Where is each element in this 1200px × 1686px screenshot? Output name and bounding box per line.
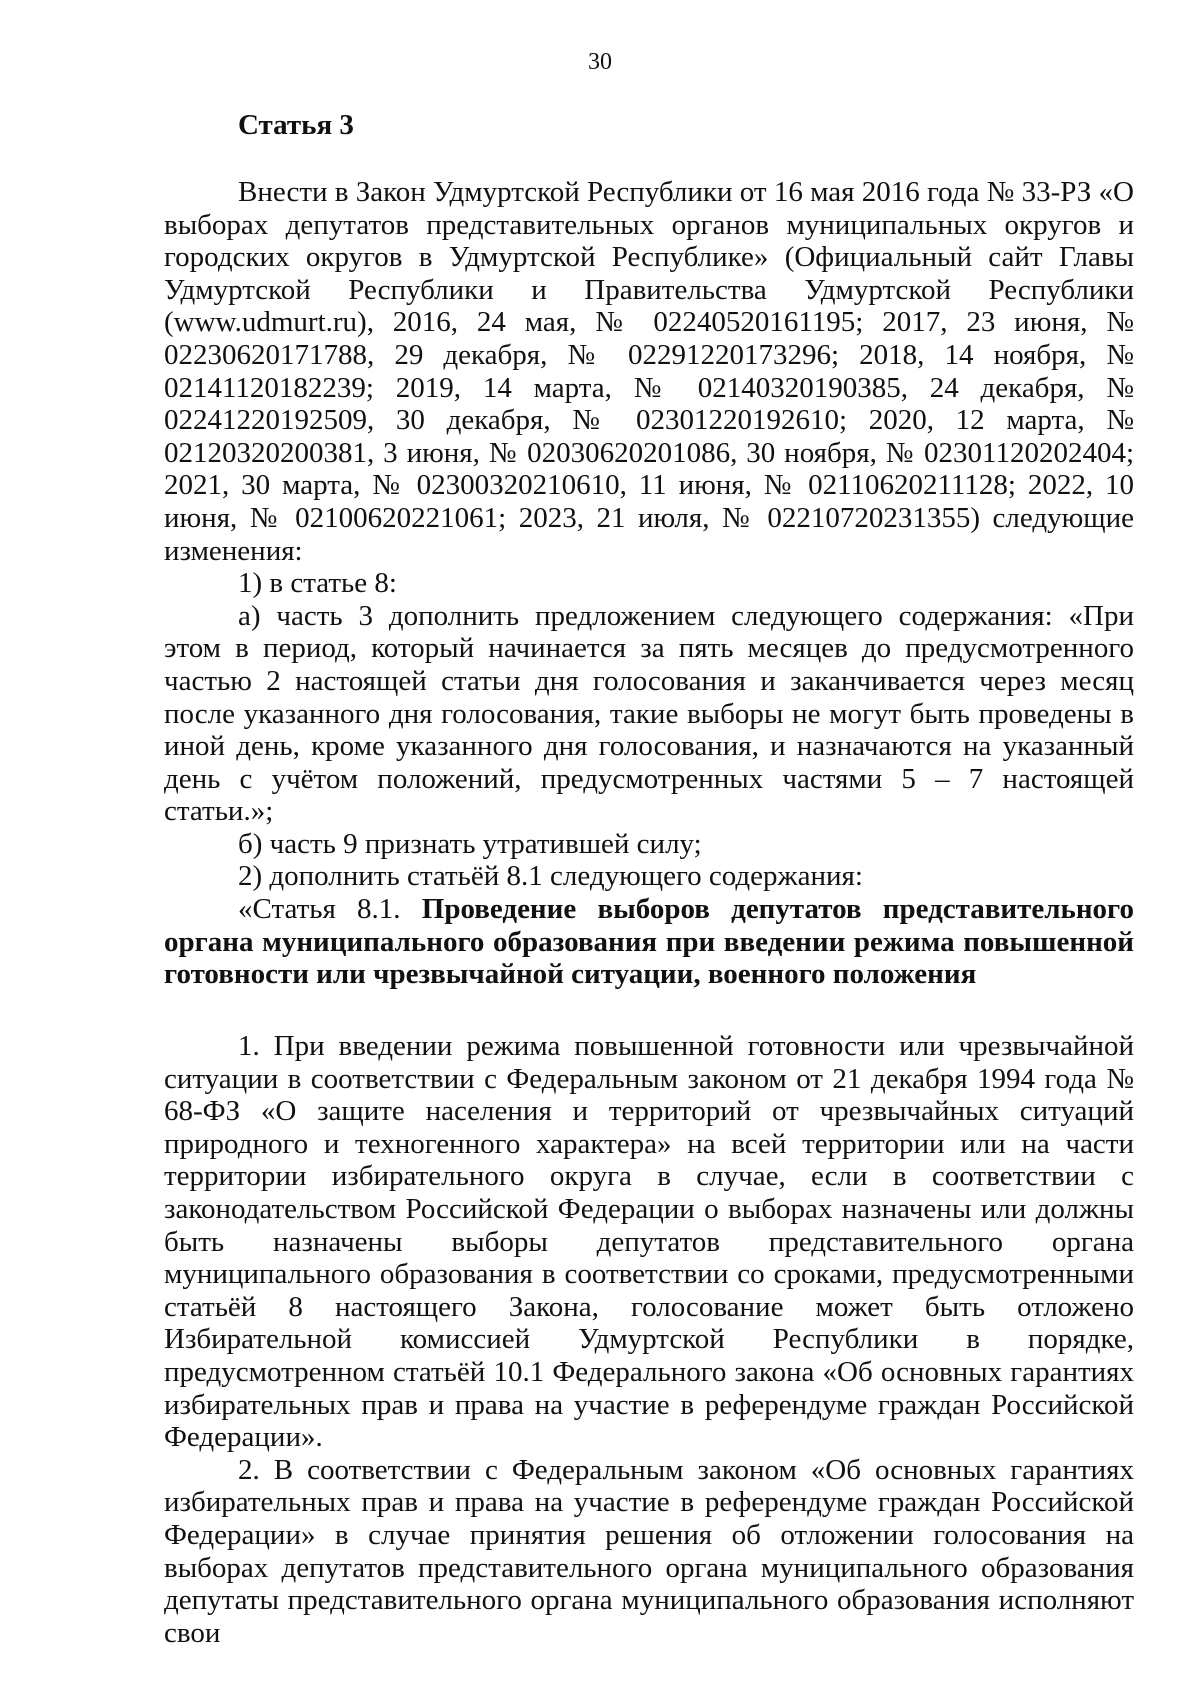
item-1b-paragraph: б) часть 9 признать утратившей силу; [238,827,702,860]
intro-paragraph: Внести в Закон Удмуртской Республики от 16 мая 2016 года № 33-РЗ «О выборах депутатов представительных органов муниципальных округов и городских округов в Удмуртской Республике» (Официальный сайт Главы Удмуртской Республики и Правительства Удмуртской Республики (www.udmurt.ru), 2016, 24 мая, № 02240520161195; 2017, 23 июня, № 02230620171788, 29 декабря, № 02291220173296; 2018, 14 ноября, № 02141120182239; 2019, 14 марта, № 02140320190385, 24 декабря, № 02241220192509, 30 декабря, № 02301220192610; 2020, 12 марта, № 02120320200381, 3 июня, № 02030620201086, 30 ноября, № 02301120202404; 2021, 30 марта, № 02300320210610, 11 июня, № 02110620211128; 2022, 10 июня, № 02100620221061; 2023, 21 июля, № 02210720231355) следующие изменения: [164,176,1134,567]
item-1a-paragraph: а) часть 3 дополнить предложением следующего содержания: «При этом в период, который начинается за пять месяцев до предусмотренного частью 2 настоящей статьи дня голосования и заканчивается через месяц после указанного дня голосования, такие выборы не могут быть проведены в иной день, кроме указанного дня голосования, и назначаются на указанный день с учётом положений, предусмотренных частями 5 – 7 настоящей статьи.»; [164,599,1134,828]
new-article-body [164,1030,1134,1649]
new-article-title: Проведение выборов депутатов представительного органа муниципального образования при введении режима повышенной готовности или чрезвычайной ситуации, военного положения [164,893,1134,991]
part-2-paragraph: 2. В соответствии с Федеральным законом «Об основных гарантиях избирательных прав и права на участие в референдуме граждан Российской Федерации» в случае принятия решения об отложении голосования на выборах депутатов представительного органа муниципального образования депутаты представительного органа муниципального образования исполняют свои [164,1453,1134,1649]
new-article-prefix: «Статья 8.1. [238,893,422,926]
article-heading: Статья 3 [238,109,354,141]
item-2-paragraph: 2) дополнить статьёй 8.1 следующего содержания: [238,860,863,893]
item-1-paragraph: 1) в статье 8: [238,567,397,600]
new-article-heading [164,893,1134,991]
page-number: 30 [588,49,612,75]
part-1-paragraph: 1. При введении режима повышенной готовности или чрезвычайной ситуации в соответствии с Федеральным законом от 21 декабря 1994 года № 68-ФЗ «О защите населения и территорий от чрезвычайных ситуаций природного и техногенного характера» на всей территории или на части территории избирательного округа в случае, если в соответствии с законодательством Российской Федерации о выборах назначены или должны быть назначены выборы депутатов представительного органа муниципального образования в соответствии со сроками, предусмотренными статьёй 8 настоящего Закона, голосование может быть отложено Избирательной комиссией Удмуртской Республики в порядке, предусмотренном статьёй 10.1 Федерального закона «Об основных гарантиях избирательных прав и права на участие в референдуме граждан Российской Федерации». [164,1030,1134,1454]
amendment-text-block [164,176,1134,991]
